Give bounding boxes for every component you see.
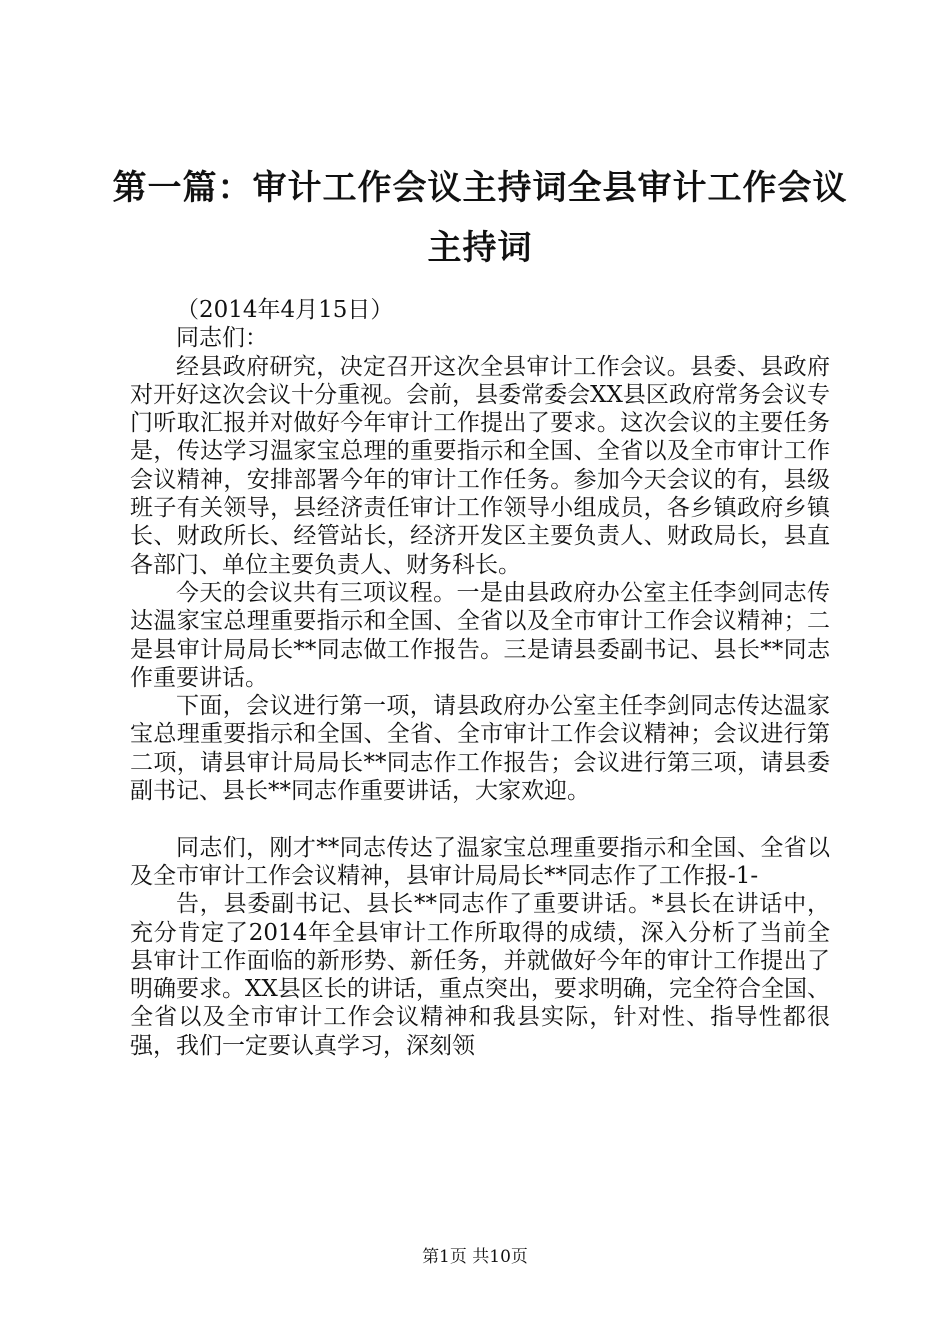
paragraph-3: 下面，会议进行第一项，请县政府办公室主任李剑同志传达温家宝总理重要指示和全国、全省、全市审计工作会议精神；会议进行第二项，请县审计局局长**同志作工作报告；会议进行第三项，请县委副书记、县长**同志作重要讲话，大家欢迎。	[130, 693, 830, 805]
document-title: 第一篇：审计工作会议主持词全县审计工作会议主持词	[112, 168, 848, 268]
greeting: 同志们：	[176, 325, 268, 352]
paragraph-5: 告，县委副书记、县长**同志作了重要讲话。*县长在讲话中，充分肯定了2014年全县审计工作所取得的成绩，深入分析了当前全县审计工作面临的新形势、新任务，并就做好今年的审计工作提出了明确要求。XX县区长的讲话，重点突出，要求明确，完全符合全国、全省以及全市审计工作会议精神和我县实际，针对性、指导性都很强，我们一定要认真学习，深刻领	[130, 891, 830, 1059]
paragraph-2: 今天的会议共有三项议程。一是由县政府办公室主任李剑同志传达温家宝总理重要指示和全国、全省以及全市审计工作会议精神；二是县审计局局长**同志做工作报告。三是请县委副书记、县长**同志作重要讲话。	[130, 579, 830, 691]
document-body	[130, 296, 830, 1060]
paragraph-1: 经县政府研究，决定召开这次全县审计工作会议。县委、县政府对开好这次会议十分重视。会前，县委常委会XX县区政府常务会议专门听取汇报并对做好今年审计工作提出了要求。这次会议的主要任务是，传达学习温家宝总理的重要指示和全国、全省以及全市审计工作会议精神，安排部署今年的审计工作任务。参加今天会议的有，县级班子有关领导，县经济责任审计工作领导小组成员，各乡镇政府乡镇长、财政所长、经管站长，经济开发区主要负责人、财政局长，县直各部门、单位主要负责人、财务科长。	[130, 353, 830, 578]
date-line: （2014年4月15日）	[176, 297, 394, 323]
page-footer: 第1页 共10页	[422, 1247, 528, 1267]
paragraph-spacer	[130, 805, 830, 833]
paragraph-4: 同志们，刚才**同志传达了温家宝总理重要指示和全国、全省以及全市审计工作会议精神，县审计局局长**同志作了工作报-1-	[130, 834, 830, 889]
